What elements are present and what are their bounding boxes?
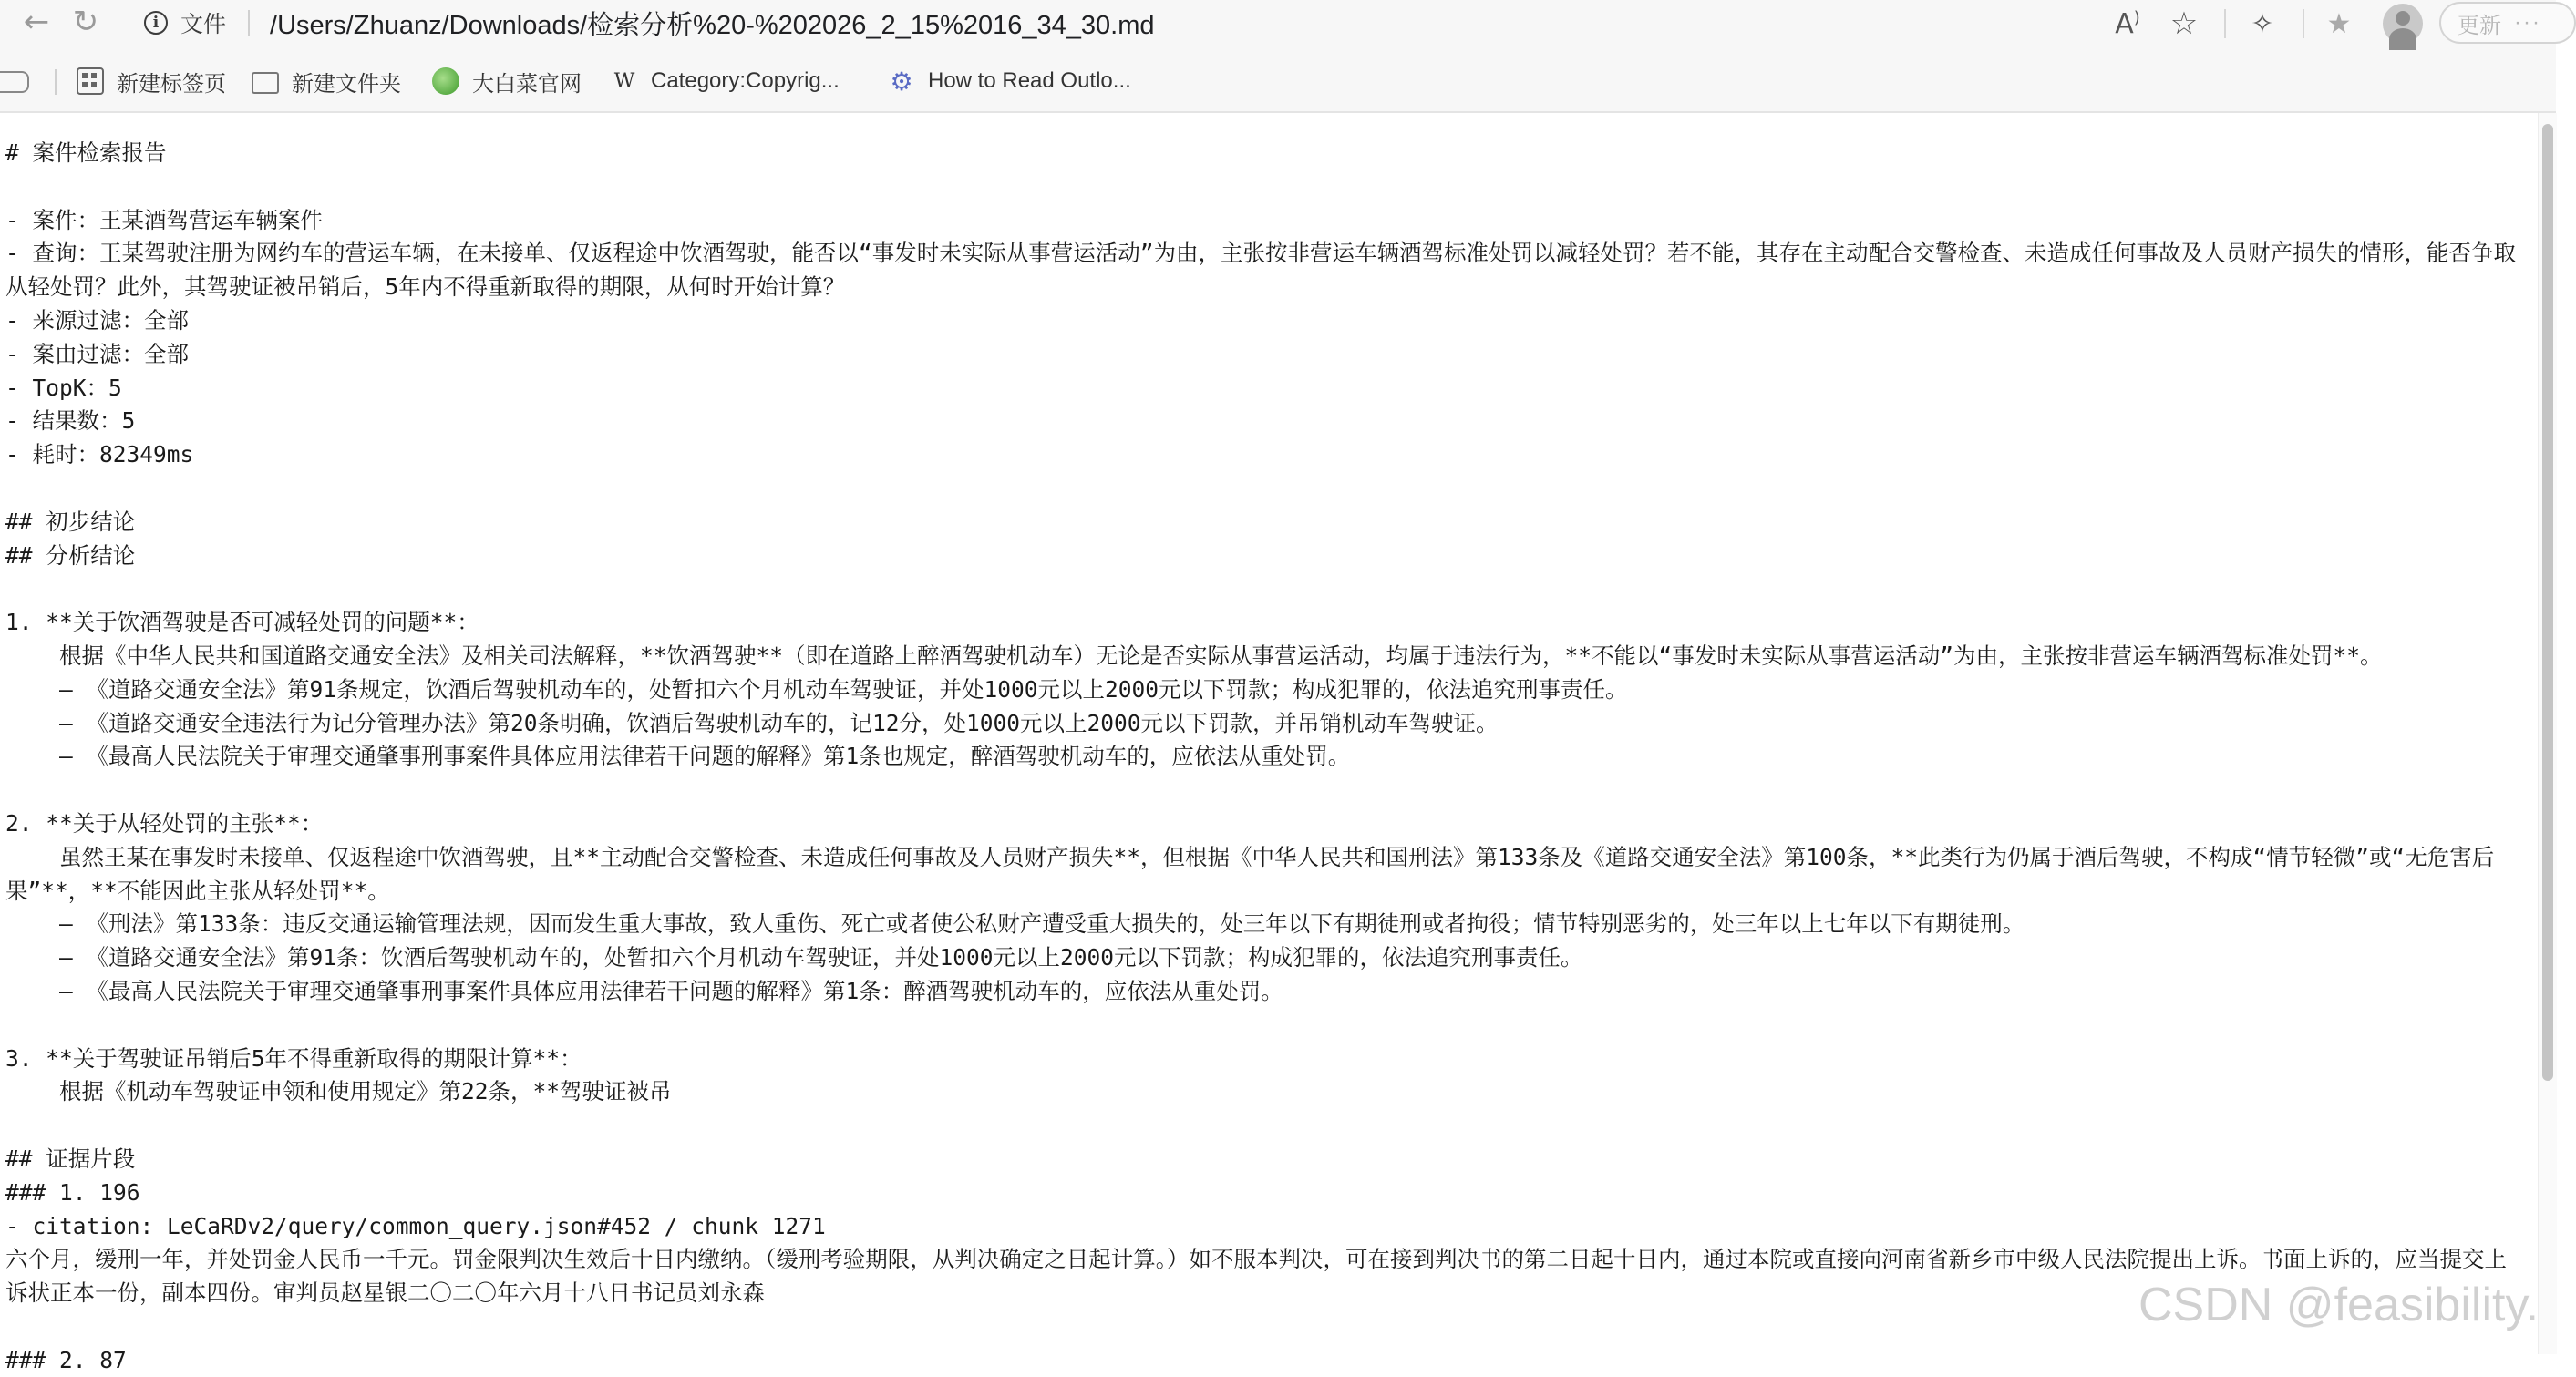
sidebar-toggle-icon[interactable] [0,71,29,93]
reload-icon[interactable]: ↻ [72,4,99,40]
vertical-scrollbar[interactable] [2538,113,2557,1354]
document-line: 根据《机动车驾驶证申领和使用规定》第22条，**驾驶证被吊 [5,1078,672,1105]
bookmark-new-folder[interactable] [252,60,401,102]
document-line: ## 证据片段 [5,1145,136,1172]
watermark: CSDN @feasibility. [2138,1279,2540,1331]
document-line: # 案件检索报告 [5,139,167,166]
url-text[interactable]: /Users/Zhuanz/Downloads/检索分析%20-%202026_2_15%2016_34_30.md [270,10,1155,40]
gear-icon: ⚙ [890,66,913,97]
bookmarks-bar [0,51,2556,113]
site-label: 文件 [180,12,227,37]
bookmark-label: How to Read Outlo... [928,68,1131,93]
bookmark-label: 新建文件夹 [292,71,401,97]
more-menu-icon[interactable]: ··· [2514,10,2541,35]
document-line: 六个月，缓刑一年，并处罚金人民币一千元。罚金限判决生效后十日内缴纳。（缓刑考验期限，从判决确定之日起计算。）如不服本判决，可在接到判决书的第二日起十日内，通过本院或直接向河南省新乡市中级人民法院提出上诉。书面上诉的，应当提交上诉状正本一份，副本四份。审判员赵星银二〇二〇年六月十八日书记员刘永森 [5,1246,2507,1307]
markdown-text [5,137,2521,1377]
avatar-head [2396,11,2410,26]
read-aloud-icon[interactable]: A ) [2115,7,2140,40]
document-line: - 来源过滤：全部 [5,306,189,334]
document-line: - 案件：王某酒驾营运车辆案件 [5,206,323,233]
document-line: ## 分析结论 [5,541,136,569]
document-line: 2. **关于从轻处罚的主张**： [5,809,324,837]
address-bar[interactable] [128,0,2097,46]
document-line [5,170,2521,204]
document-line: - TopK：5 [5,374,122,401]
back-arrow-icon[interactable]: ← [23,4,50,40]
document-line: – 《最高人民法院关于审理交通肇事刑事案件具体应用法律若干问题的解释》第1条也规定，醉酒驾驶机动车的，应依法从重处罚。 [5,743,1351,770]
cabbage-icon [432,67,459,95]
bookmark-category-copyright[interactable] [611,60,840,102]
document-line: – 《道路交通安全法》第91条：饮酒后驾驶机动车的，处暂扣六个月机动车驾驶证，并处1000元以上2000元以下罚款；构成犯罪的，依法追究刑事责任。 [5,944,1583,971]
update-button[interactable] [2439,2,2576,44]
favorite-star-icon[interactable]: ☆ [2169,5,2199,42]
bookmark-new-tab[interactable] [77,60,226,102]
extensions-icon[interactable]: ✧ [2251,7,2274,40]
favorites-list-icon[interactable]: ★ [2326,7,2352,40]
scrollbar-thumb[interactable] [2542,124,2553,1081]
bookmark-label: Category:Copyrig... [651,68,840,93]
wikipedia-icon: W [613,69,635,93]
document-line: – 《最高人民法院关于审理交通肇事刑事案件具体应用法律若干问题的解释》第1条：醉酒驾驶机动车的，应依法从重处罚。 [5,977,1283,1004]
bookmark-dabaicai[interactable] [432,60,582,102]
document-line: 虽然王某在事发时未接单、仅返程途中饮酒驾驶，且**主动配合交警检查、未造成任何事故及人员财产损失**，但根据《中华人民共和国刑法》第133条及《道路交通安全法》第100条，**此类行为仍属于酒后驾驶，不构成“情节轻微”或“无危害后果”**，**不能因此主张从轻处罚**。 [5,843,2495,904]
document-line: – 《道路交通安全违法行为记分管理办法》第20条明确，饮酒后驾驶机动车的，记12分，处1000元以上2000元以下罚款，并吊销机动车驾驶证。 [5,709,1499,736]
document-line: - citation: LeCaRDv2/query/common_query.json#452 / chunk 1271 [5,1212,826,1239]
document-line: – 《道路交通安全法》第91条规定，饮酒后驾驶机动车的，处暂扣六个月机动车驾驶证，并处1000元以上2000元以下罚款；构成犯罪的，依法追究刑事责任。 [5,675,1628,703]
folder-icon [252,72,279,94]
document-line [5,572,2521,606]
document-line [5,1009,2521,1043]
document-line: 1. **关于饮酒驾驶是否可减轻处罚的问题**： [5,609,479,636]
toolbar-divider [2224,9,2226,38]
document-line: 根据《中华人民共和国道路交通安全法》及相关司法解释，**饮酒驾驶**（即在道路上醉酒驾驶机动车）无论是否实际从事营运活动，均属于违法行为，**不能以“事发时未实际从事营运活动”为由，主张按非营运车辆酒驾标准处罚**。 [5,642,2383,669]
document-line [5,472,2521,506]
document-line: ### 2. 87 [5,1346,127,1373]
update-label: 更新 [2458,13,2501,38]
new-tab-icon [77,67,104,95]
document-line: - 耗时：82349ms [5,441,194,468]
info-icon[interactable]: i [144,11,168,35]
bookmark-label: 大白菜官网 [472,71,582,97]
document-line: – 《刑法》第133条：违反交通运输管理法规，因而发生重大事故，致人重伤、死亡或者使公私财产遭受重大损失的，处三年以下有期徒刑或者拘役；情节特别恶劣的，处三年以上七年以下有期徒刑。 [5,910,2025,938]
document-line [5,1109,2521,1143]
avatar-body [2389,28,2416,50]
toolbar-divider [2303,9,2304,38]
document-view[interactable] [0,113,2534,1373]
document-line: ## 初步结论 [5,508,136,535]
document-line [5,774,2521,807]
profile-avatar[interactable] [2383,4,2423,44]
document-line: ### 1. 196 [5,1178,140,1206]
bookmarks-divider [55,69,57,95]
bookmark-how-to-read[interactable] [888,60,1131,102]
document-line: - 案由过滤：全部 [5,340,189,367]
address-bar-row [0,0,2556,51]
document-line: - 结果数：5 [5,407,136,435]
document-line: 3. **关于驾驶证吊销后5年不得重新取得的期限计算**： [5,1044,582,1072]
bookmark-label: 新建标签页 [117,71,226,97]
url-divider [248,10,250,36]
document-line: - 查询：王某驾驶注册为网约车的营运车辆，在未接单、仅返程途中饮酒驾驶，能否以“事发时未实际从事营运活动”为由，主张按非营运车辆酒驾标准处罚以减轻处罚？若不能，其存在主动配合交警检查、未造成任何事故及人员财产损失的情形，能否争取从轻处罚？此外，其驾驶证被吊销后，5年内不得重新取得的期限，从何时开始计算？ [5,240,2516,301]
